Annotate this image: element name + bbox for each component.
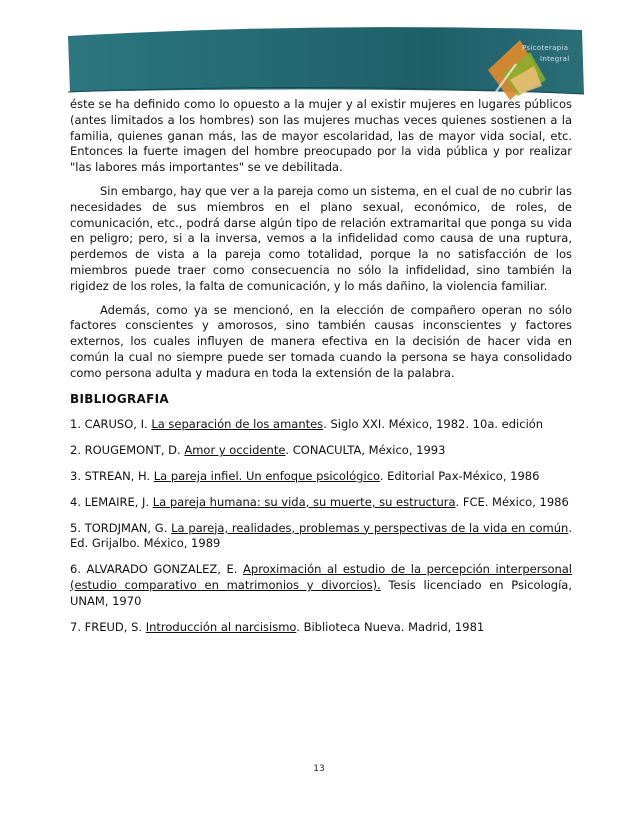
logo-text-line2: Integral [540, 55, 570, 63]
reference-item: 7. FREUD, S. Introducción al narcisismo. Biblioteca Nueva. Madrid, 1981 [70, 619, 485, 634]
paragraph-3: Además, como ya se mencionó, en la elección de compañero operan no sólo factores conscientes y amorosos, sino también causas inconscientes y factores externos, los cuales influyen de manera efectiva en la decisión de hacer vida en común la cual no siempre puede ser tomada cuando la persona se haya consolidado como persona adulta y madura en toda la extensión de la palabra. [70, 302, 572, 380]
paragraph-1: éste se ha definido como lo opuesto a la mujer y al existir mujeres en lugares públicos (antes limitados a los hombres) son las mujeres muchas veces quienes sostienen a la familia, quienes ganan más, las de mayor escolaridad, las de mayor vida social, etc. Entonces la fuerte imagen del hombre preocupado por la vida pública y por realizar "las labores más importantes" se ve debilitada. [70, 97, 572, 175]
reference-title: La pareja infiel. Un enfoque psicológico [153, 468, 380, 483]
reference-title: La pareja, realidades, problemas y perspectivas de la vida en común [171, 520, 569, 535]
reference-item: 5. TORDJMAN, G. La pareja, realidades, problemas y perspectivas de la vida en común. Ed. Grijalbo. México, 1989 [70, 520, 572, 551]
reference-item: 4. LEMAIRE, J. La pareja humana: su vida, su muerte, su estructura. FCE. México, 1986 [70, 494, 569, 509]
bibliography-heading: BIBLIOGRAFIA [70, 391, 169, 406]
reference-title: Aproximación al estudio de la percepción interpersonal (estudio comparativo en matrimonios y divorcios). [70, 562, 573, 592]
reference-item: 3. STREAN, H. La pareja infiel. Un enfoque psicológico. Editorial Pax-México, 1986 [70, 468, 540, 483]
paragraph-2: Sin embargo, hay que ver a la pareja como un sistema, en el cual de no cubrir las necesidades de sus miembros en el plano sexual, económico, de roles, de comunicación, etc., podrá darse algún tipo de relación extramarital que ponga su vida en peligro; pero, si a la inversa, vemos a la infidelidad como causa de una ruptura, perdemos de vista a la pareja como totalidad, porque la no satisfacción de los miembros puede traer como consecuencia no sólo la infidelidad, sino también la rigidez de los roles, la falta de comunicación, y lo más dañino, la violencia familiar. [70, 183, 572, 293]
reference-title: Introducción al narcisismo [145, 619, 297, 634]
page-number: 13 [313, 764, 325, 774]
reference-title: La separación de los amantes [151, 417, 324, 432]
reference-item: 6. ALVARADO GONZALEZ, E. Aproximación al estudio de la percepción interpersonal (estudio comparativo en matrimonios y divorcios). Tesis licenciado en Psicología, UNAM, 1970 [70, 562, 573, 608]
reference-item: 2. ROUGEMONT, D. Amor y occidente. CONACULTA, México, 1993 [70, 443, 446, 458]
reference-item: 1. CARUSO, I. La separación de los amantes. Siglo XXI. México, 1982. 10a. edición [70, 417, 544, 432]
reference-title: La pareja humana: su vida, su muerte, su estructura [152, 494, 456, 509]
logo-text-line1: Psicoterapia [522, 44, 569, 52]
document-body [70, 97, 572, 635]
reference-title: Amor y occidente [184, 443, 286, 458]
